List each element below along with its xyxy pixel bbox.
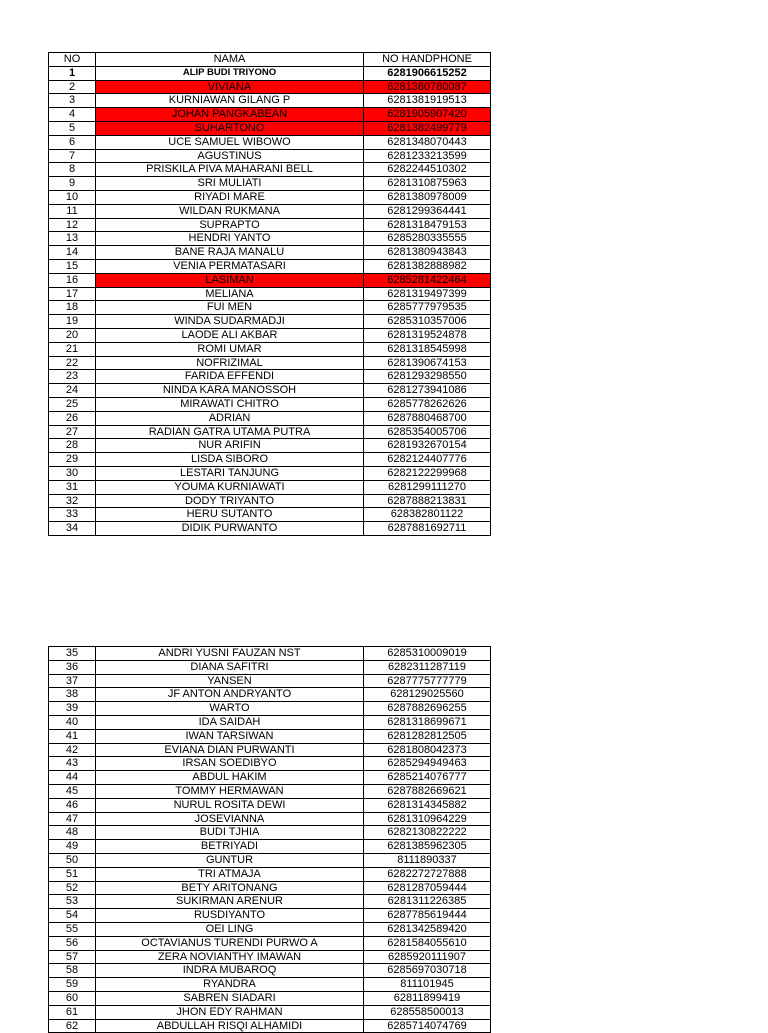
phone-cell: 6281318545998 bbox=[364, 342, 491, 356]
phone-cell: 6285214076777 bbox=[364, 771, 491, 785]
name-cell: RYANDRA bbox=[96, 978, 364, 992]
name-cell: RADIAN GATRA UTAMA PUTRA bbox=[96, 425, 364, 439]
no-cell: 29 bbox=[49, 453, 96, 467]
phone-cell: 6285310357006 bbox=[364, 315, 491, 329]
phone-cell: 6281299364441 bbox=[364, 204, 491, 218]
phone-cell: 6281380943843 bbox=[364, 246, 491, 260]
name-cell: WILDAN RUKMANA bbox=[96, 204, 364, 218]
phone-cell: 6287881692711 bbox=[364, 522, 491, 536]
table-row bbox=[49, 480, 491, 494]
phone-cell: 6281282812505 bbox=[364, 729, 491, 743]
name-cell: TOMMY HERMAWAN bbox=[96, 784, 364, 798]
name-cell: BETRIYADI bbox=[96, 840, 364, 854]
table-row bbox=[49, 1019, 491, 1033]
phone-cell: 6285354005706 bbox=[364, 425, 491, 439]
phone-cell: 6287882669621 bbox=[364, 784, 491, 798]
no-cell: 11 bbox=[49, 204, 96, 218]
table-row bbox=[49, 991, 491, 1005]
table-row bbox=[49, 149, 491, 163]
phone-cell: 6282130822222 bbox=[364, 826, 491, 840]
table-row bbox=[49, 466, 491, 480]
no-cell: 43 bbox=[49, 757, 96, 771]
no-cell: 56 bbox=[49, 936, 96, 950]
name-cell: WINDA SUDARMADJI bbox=[96, 315, 364, 329]
no-cell: 25 bbox=[49, 397, 96, 411]
no-cell: 10 bbox=[49, 190, 96, 204]
table-row bbox=[49, 909, 491, 923]
table-row bbox=[49, 411, 491, 425]
no-cell: 53 bbox=[49, 895, 96, 909]
phone-cell: 6282311287119 bbox=[364, 660, 491, 674]
no-cell: 8 bbox=[49, 163, 96, 177]
no-cell: 60 bbox=[49, 991, 96, 1005]
no-cell: 19 bbox=[49, 315, 96, 329]
table-row bbox=[49, 812, 491, 826]
phone-cell: 6281905907420 bbox=[364, 108, 491, 122]
name-cell: JOHAN PANGKABEAN bbox=[96, 108, 364, 122]
table-row bbox=[49, 287, 491, 301]
name-cell: RIYADI MARE bbox=[96, 190, 364, 204]
header-row bbox=[49, 53, 491, 67]
table-row bbox=[49, 674, 491, 688]
no-cell: 12 bbox=[49, 218, 96, 232]
no-cell: 31 bbox=[49, 480, 96, 494]
name-cell: NURUL ROSITA DEWI bbox=[96, 798, 364, 812]
name-cell: ABDULLAH RISQI ALHAMIDI bbox=[96, 1019, 364, 1033]
table-row bbox=[49, 328, 491, 342]
phone-cell: 6285920111907 bbox=[364, 950, 491, 964]
table-row bbox=[49, 1005, 491, 1019]
phone-cell: 6281390674153 bbox=[364, 356, 491, 370]
no-cell: 26 bbox=[49, 411, 96, 425]
table-row bbox=[49, 702, 491, 716]
table-row bbox=[49, 784, 491, 798]
table-row bbox=[49, 246, 491, 260]
no-cell: 48 bbox=[49, 826, 96, 840]
name-cell: DODY TRIYANTO bbox=[96, 494, 364, 508]
phone-cell: 6282122299968 bbox=[364, 466, 491, 480]
name-cell: HERU SUTANTO bbox=[96, 508, 364, 522]
phone-cell: 628129025560 bbox=[364, 688, 491, 702]
phone-cell: 6285778262626 bbox=[364, 397, 491, 411]
name-cell: SRI MULIATI bbox=[96, 177, 364, 191]
phone-cell: 6281311226385 bbox=[364, 895, 491, 909]
table-row bbox=[49, 743, 491, 757]
name-cell: DIANA SAFITRI bbox=[96, 660, 364, 674]
no-cell: 3 bbox=[49, 94, 96, 108]
table-row bbox=[49, 715, 491, 729]
name-cell: LISDA SIBORO bbox=[96, 453, 364, 467]
name-cell: LASIMAN bbox=[96, 273, 364, 287]
name-cell: AGUSTINUS bbox=[96, 149, 364, 163]
table-row bbox=[49, 453, 491, 467]
name-cell: SUKIRMAN ARENUR bbox=[96, 895, 364, 909]
name-cell: VENIA PERMATASARI bbox=[96, 259, 364, 273]
table-row bbox=[49, 439, 491, 453]
table-row bbox=[49, 826, 491, 840]
no-cell: 39 bbox=[49, 702, 96, 716]
table-row bbox=[49, 384, 491, 398]
no-cell: 38 bbox=[49, 688, 96, 702]
name-cell: IDA SAIDAH bbox=[96, 715, 364, 729]
name-cell: RUSDIYANTO bbox=[96, 909, 364, 923]
phone-cell: 6285281422464 bbox=[364, 273, 491, 287]
phone-cell: 6281342589420 bbox=[364, 922, 491, 936]
table-row bbox=[49, 259, 491, 273]
name-cell: FUI MEN bbox=[96, 301, 364, 315]
phone-cell: 6281932670154 bbox=[364, 439, 491, 453]
table-row bbox=[49, 121, 491, 135]
phone-cell: 6281314345882 bbox=[364, 798, 491, 812]
phone-cell: 6281584055610 bbox=[364, 936, 491, 950]
name-cell: INDRA MUBAROQ bbox=[96, 964, 364, 978]
table-row bbox=[49, 190, 491, 204]
table-row bbox=[49, 66, 491, 80]
no-cell: 28 bbox=[49, 439, 96, 453]
no-cell: 52 bbox=[49, 881, 96, 895]
phone-cell: 6281287059444 bbox=[364, 881, 491, 895]
phone-cell: 628558500013 bbox=[364, 1005, 491, 1019]
phone-cell: 6281385962305 bbox=[364, 840, 491, 854]
name-cell: OCTAVIANUS TURENDI PURWO A bbox=[96, 936, 364, 950]
phone-cell: 6281318479153 bbox=[364, 218, 491, 232]
phone-cell: 6281293298550 bbox=[364, 370, 491, 384]
table-row bbox=[49, 647, 491, 661]
table-row bbox=[49, 798, 491, 812]
name-cell: SUHARTONO bbox=[96, 121, 364, 135]
table-row bbox=[49, 80, 491, 94]
no-cell: 30 bbox=[49, 466, 96, 480]
no-cell: 47 bbox=[49, 812, 96, 826]
table-row bbox=[49, 922, 491, 936]
phone-cell: 62811899419 bbox=[364, 991, 491, 1005]
name-cell: LAODE ALI AKBAR bbox=[96, 328, 364, 342]
no-cell: 35 bbox=[49, 647, 96, 661]
name-cell: FARIDA EFFENDI bbox=[96, 370, 364, 384]
table-row bbox=[49, 840, 491, 854]
phone-cell: 6281382888982 bbox=[364, 259, 491, 273]
no-cell: 33 bbox=[49, 508, 96, 522]
name-cell: BUDI TJHIA bbox=[96, 826, 364, 840]
name-cell: SUPRAPTO bbox=[96, 218, 364, 232]
name-cell: ZERA NOVIANTHY IMAWAN bbox=[96, 950, 364, 964]
phone-cell: 6287880468700 bbox=[364, 411, 491, 425]
phone-cell: 6281299111270 bbox=[364, 480, 491, 494]
no-cell: 14 bbox=[49, 246, 96, 260]
no-cell: 16 bbox=[49, 273, 96, 287]
no-cell: 21 bbox=[49, 342, 96, 356]
table-row bbox=[49, 853, 491, 867]
phone-cell: 6285280335555 bbox=[364, 232, 491, 246]
table-row bbox=[49, 508, 491, 522]
phone-cell: 6281310875963 bbox=[364, 177, 491, 191]
name-cell: PRISKILA PIVA MAHARANI BELL bbox=[96, 163, 364, 177]
no-cell: 37 bbox=[49, 674, 96, 688]
no-cell: 20 bbox=[49, 328, 96, 342]
table-row bbox=[49, 301, 491, 315]
no-cell: 18 bbox=[49, 301, 96, 315]
table-row bbox=[49, 108, 491, 122]
phone-cell: 6285697030718 bbox=[364, 964, 491, 978]
table-row bbox=[49, 936, 491, 950]
name-cell: JOSEVIANNA bbox=[96, 812, 364, 826]
name-cell: NUR ARIFIN bbox=[96, 439, 364, 453]
name-cell: BETY ARITONANG bbox=[96, 881, 364, 895]
phone-cell: 6285777979535 bbox=[364, 301, 491, 315]
table-row bbox=[49, 522, 491, 536]
table-row bbox=[49, 660, 491, 674]
table-row bbox=[49, 135, 491, 149]
no-cell: 59 bbox=[49, 978, 96, 992]
table-row bbox=[49, 342, 491, 356]
table-row bbox=[49, 177, 491, 191]
table-row bbox=[49, 881, 491, 895]
table-row bbox=[49, 204, 491, 218]
no-cell: 61 bbox=[49, 1005, 96, 1019]
phone-cell: 6281380978009 bbox=[364, 190, 491, 204]
phone-cell: 6285714074769 bbox=[364, 1019, 491, 1033]
name-cell: ADRIAN bbox=[96, 411, 364, 425]
name-cell: ROMI UMAR bbox=[96, 342, 364, 356]
no-cell: 27 bbox=[49, 425, 96, 439]
phone-cell: 6281273941086 bbox=[364, 384, 491, 398]
name-cell: YANSEN bbox=[96, 674, 364, 688]
no-cell: 13 bbox=[49, 232, 96, 246]
phone-cell: 6285310009019 bbox=[364, 647, 491, 661]
no-cell: 46 bbox=[49, 798, 96, 812]
name-cell: JHON EDY RAHMAN bbox=[96, 1005, 364, 1019]
phone-cell: 6281906615252 bbox=[364, 66, 491, 80]
no-cell: 15 bbox=[49, 259, 96, 273]
name-cell: DIDIK PURWANTO bbox=[96, 522, 364, 536]
phone-cell: 6281319497399 bbox=[364, 287, 491, 301]
table-row bbox=[49, 771, 491, 785]
no-cell: 1 bbox=[49, 66, 96, 80]
phone-cell: 6281381919513 bbox=[364, 94, 491, 108]
name-cell: MIRAWATI CHITRO bbox=[96, 397, 364, 411]
phone-cell: 6281233213599 bbox=[364, 149, 491, 163]
phone-cell: 6287785619444 bbox=[364, 909, 491, 923]
table-row bbox=[49, 315, 491, 329]
name-cell: OEI LING bbox=[96, 922, 364, 936]
no-cell: 4 bbox=[49, 108, 96, 122]
name-cell: SABREN SIADARI bbox=[96, 991, 364, 1005]
no-cell: 34 bbox=[49, 522, 96, 536]
name-cell: HENDRI YANTO bbox=[96, 232, 364, 246]
no-cell: 6 bbox=[49, 135, 96, 149]
no-cell: 36 bbox=[49, 660, 96, 674]
table-row bbox=[49, 163, 491, 177]
table-row bbox=[49, 494, 491, 508]
name-cell: NINDA KARA MANOSSOH bbox=[96, 384, 364, 398]
no-cell: 17 bbox=[49, 287, 96, 301]
no-cell: 54 bbox=[49, 909, 96, 923]
name-cell: GUNTUR bbox=[96, 853, 364, 867]
table-row bbox=[49, 397, 491, 411]
name-cell: JF ANTON ANDRYANTO bbox=[96, 688, 364, 702]
table-row bbox=[49, 867, 491, 881]
no-cell: 2 bbox=[49, 80, 96, 94]
no-cell: 9 bbox=[49, 177, 96, 191]
phone-cell: 6281318699671 bbox=[364, 715, 491, 729]
no-cell: 57 bbox=[49, 950, 96, 964]
table-row bbox=[49, 757, 491, 771]
table-row bbox=[49, 356, 491, 370]
table-row bbox=[49, 370, 491, 384]
phone-cell: 6281310964229 bbox=[364, 812, 491, 826]
no-cell: 51 bbox=[49, 867, 96, 881]
no-cell: 58 bbox=[49, 964, 96, 978]
no-cell: 22 bbox=[49, 356, 96, 370]
no-cell: 32 bbox=[49, 494, 96, 508]
table-row bbox=[49, 729, 491, 743]
phone-cell: 6281380780087 bbox=[364, 80, 491, 94]
name-cell: VIVIANA bbox=[96, 80, 364, 94]
no-cell: 41 bbox=[49, 729, 96, 743]
contact-table-2 bbox=[48, 646, 491, 1033]
phone-cell: 6287888213831 bbox=[364, 494, 491, 508]
phone-cell: 6282244510302 bbox=[364, 163, 491, 177]
name-cell: TRI ATMAJA bbox=[96, 867, 364, 881]
no-cell: 55 bbox=[49, 922, 96, 936]
no-cell: 5 bbox=[49, 121, 96, 135]
phone-cell: 6285294949463 bbox=[364, 757, 491, 771]
table-row bbox=[49, 688, 491, 702]
no-cell: 62 bbox=[49, 1019, 96, 1033]
table-row bbox=[49, 218, 491, 232]
phone-cell: 6287882696255 bbox=[364, 702, 491, 716]
contact-table-1 bbox=[48, 52, 491, 536]
no-cell: 44 bbox=[49, 771, 96, 785]
no-cell: 42 bbox=[49, 743, 96, 757]
table-row bbox=[49, 232, 491, 246]
no-cell: 40 bbox=[49, 715, 96, 729]
name-cell: IWAN TARSIWAN bbox=[96, 729, 364, 743]
name-cell: LESTARI TANJUNG bbox=[96, 466, 364, 480]
name-cell: MELIANA bbox=[96, 287, 364, 301]
header-no: NO bbox=[49, 53, 96, 67]
phone-cell: 628382801122 bbox=[364, 508, 491, 522]
name-cell: YOUMA KURNIAWATI bbox=[96, 480, 364, 494]
no-cell: 45 bbox=[49, 784, 96, 798]
table-row bbox=[49, 950, 491, 964]
phone-cell: 6282272727888 bbox=[364, 867, 491, 881]
name-cell: BANE RAJA MANALU bbox=[96, 246, 364, 260]
name-cell: ABDUL HAKIM bbox=[96, 771, 364, 785]
phone-cell: 8111890337 bbox=[364, 853, 491, 867]
table-row bbox=[49, 273, 491, 287]
table-row bbox=[49, 895, 491, 909]
phone-cell: 6282124407776 bbox=[364, 453, 491, 467]
phone-cell: 6281319524878 bbox=[364, 328, 491, 342]
no-cell: 7 bbox=[49, 149, 96, 163]
name-cell: ALIP BUDI TRIYONO bbox=[96, 66, 364, 80]
name-cell: KURNIAWAN GILANG P bbox=[96, 94, 364, 108]
phone-cell: 6287775777779 bbox=[364, 674, 491, 688]
header-nama: NAMA bbox=[96, 53, 364, 67]
table-row bbox=[49, 978, 491, 992]
name-cell: NOFRIZIMAL bbox=[96, 356, 364, 370]
table-row bbox=[49, 425, 491, 439]
name-cell: ANDRI YUSNI FAUZAN NST bbox=[96, 647, 364, 661]
header-hp: NO HANDPHONE bbox=[364, 53, 491, 67]
phone-cell: 6281808042373 bbox=[364, 743, 491, 757]
phone-cell: 6281382499779 bbox=[364, 121, 491, 135]
phone-cell: 6281348070443 bbox=[364, 135, 491, 149]
no-cell: 49 bbox=[49, 840, 96, 854]
no-cell: 50 bbox=[49, 853, 96, 867]
table-row bbox=[49, 964, 491, 978]
no-cell: 24 bbox=[49, 384, 96, 398]
name-cell: EVIANA DIAN PURWANTI bbox=[96, 743, 364, 757]
name-cell: WARTO bbox=[96, 702, 364, 716]
name-cell: IRSAN SOEDIBYO bbox=[96, 757, 364, 771]
name-cell: UCE SAMUEL WIBOWO bbox=[96, 135, 364, 149]
no-cell: 23 bbox=[49, 370, 96, 384]
table-row bbox=[49, 94, 491, 108]
phone-cell: 811101945 bbox=[364, 978, 491, 992]
